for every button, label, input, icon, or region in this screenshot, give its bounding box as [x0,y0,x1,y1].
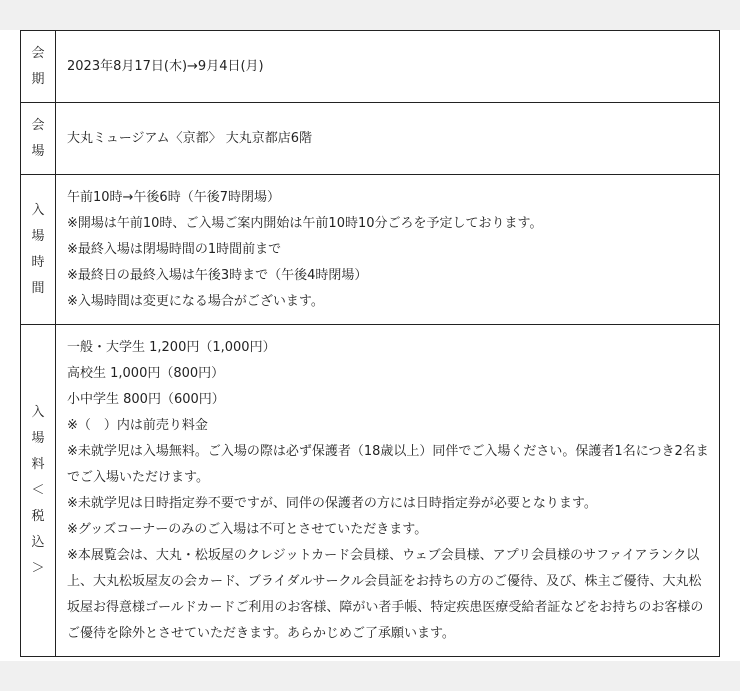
period-cell [56,31,720,103]
price-line: 小中学生 800円（600円） [67,391,225,407]
hours-cell [56,175,720,325]
hours-line: ※入場時間は変更になる場合がございます。 [67,293,324,309]
header-char: 料 [31,456,45,472]
admission-note: ※未就学児は日時指定券不要ですが、同伴の保護者の方には日時指定券が必要となります。 [67,495,597,511]
admission-note: ※本展覧会は、大丸・松坂屋のクレジットカード会員様、ウェブ会員様、アプリ会員様のサファイアランク以上、大丸松坂屋友の会カード、ブライダルサークル会員証をお持ちの方のご優待、及び、株主ご優待、大丸松坂屋お得意様ゴールドカードご利用のお客様、障がい者手帳、特定疾患医療受給者証などをお持ちのお客様のご優待を除外とさせていただきます。あらかじめご了承願います。 [67,547,704,641]
content-area [0,30,740,661]
hours-line: ※最終入場は閉場時間の1時間前まで [67,241,282,257]
header-char: ＜ [31,482,45,498]
row-venue [21,103,720,175]
header-char: 入 [31,202,45,218]
header-char: 場 [31,228,45,244]
venue-text: 大丸ミュージアム〈京都〉 大丸京都店6階 [67,130,312,146]
row-header-hours [21,175,56,325]
period-text: 2023年8月17日(木)→9月4日(月) [67,58,264,74]
row-header-admission [21,325,56,657]
row-header-period [21,31,56,103]
hours-line: 午前10時→午後6時（午後7時閉場） [67,189,280,205]
header-char: 会 [31,45,45,61]
admission-cell [56,325,720,657]
venue-cell [56,103,720,175]
row-header-venue [21,103,56,175]
price-line: 一般・大学生 1,200円（1,000円） [67,339,276,355]
header-char: ＞ [31,560,45,576]
header-char: 時 [31,254,45,270]
event-info-table [20,30,720,657]
row-hours [21,175,720,325]
header-char: 場 [31,143,45,159]
admission-note: ※未就学児は入場無料。ご入場の際は必ず保護者（18歳以上）同伴でご入場ください。保護者1名につき2名までご入場いただけます。 [67,443,709,485]
header-char: 入 [31,404,45,420]
hours-line: ※開場は午前10時、ご入場ご案内開始は午前10時10分ごろを予定しております。 [67,215,543,231]
header-char: 場 [31,430,45,446]
header-char: 税 [31,508,45,524]
header-char: 間 [31,280,45,296]
header-char: 会 [31,117,45,133]
price-note: ※（ ）内は前売り料金 [67,417,208,433]
row-admission [21,325,720,657]
price-line: 高校生 1,000円（800円） [67,365,225,381]
hours-line: ※最終日の最終入場は午後3時まで（午後4時閉場） [67,267,368,283]
admission-note: ※グッズコーナーのみのご入場は不可とさせていただきます。 [67,521,428,537]
header-char: 込 [31,534,45,550]
header-char: 期 [31,71,45,87]
row-period [21,31,720,103]
